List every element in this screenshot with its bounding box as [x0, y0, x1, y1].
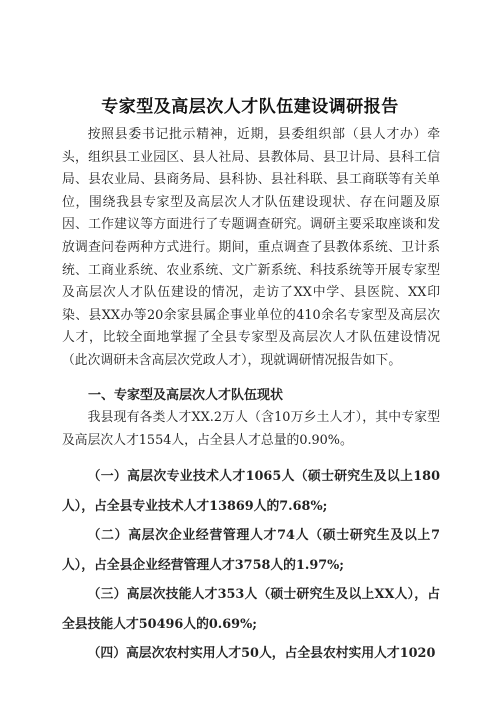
list-item: （一）高层次专业技术人才1065人（硕士研究生及以上180人），占全县专业技术人才13869人的7.68%;	[62, 469, 440, 514]
intro-paragraph: 按照县委书记批示精神，近期，县委组织部（县人才办）牵头，组织县工业园区、县人社局、县教体局、县卫计局、县科工信局、县农业局、县商务局、县科协、县社科联、县工商联等有关单位，围绕我县专家型及高层次人才队伍建设现状、存在问题及原因、工作建议等方面进行了专题调查研究。调研主要采取座谈和发放调查问卷两种方式进行。期间，重点调查了县教体系统、卫计系统、工商业系统、农业系统、文广新系统、科技系统等开展专家型及高层次人才队伍建设的情况，走访了XX中学、县医院、XX印染、县XX办等20余家县属企事业单位的410余名专家型及高层次人才，比较全面地掌握了全县专家型及高层次人才队伍建设情况（此次调研未含高层次党政人才），现就调研情况报告如下。	[62, 127, 440, 368]
section-paragraph: 我县现有各类人才XX.2万人（含10万乡土人才），其中专家型及高层次人才1554人，占全县人才总量的0.90%。	[62, 410, 440, 448]
list-item: （四）高层次农村实用人才50人，占全县农村实用人才1020	[87, 646, 436, 661]
section-heading: 一、专家型及高层次人才队伍现状	[88, 388, 284, 403]
list-item: （三）高层次技能人才353人（硕士研究生及以上XX人），占全县技能人才50496人的0.69%;	[62, 587, 440, 632]
document-title: 专家型及高层次人才队伍建设调研报告	[101, 97, 399, 117]
list-item: （二）高层次企业经营管理人才74人（硕士研究生及以上7人），占全县企业经营管理人才3758人的1.97%;	[62, 528, 440, 573]
